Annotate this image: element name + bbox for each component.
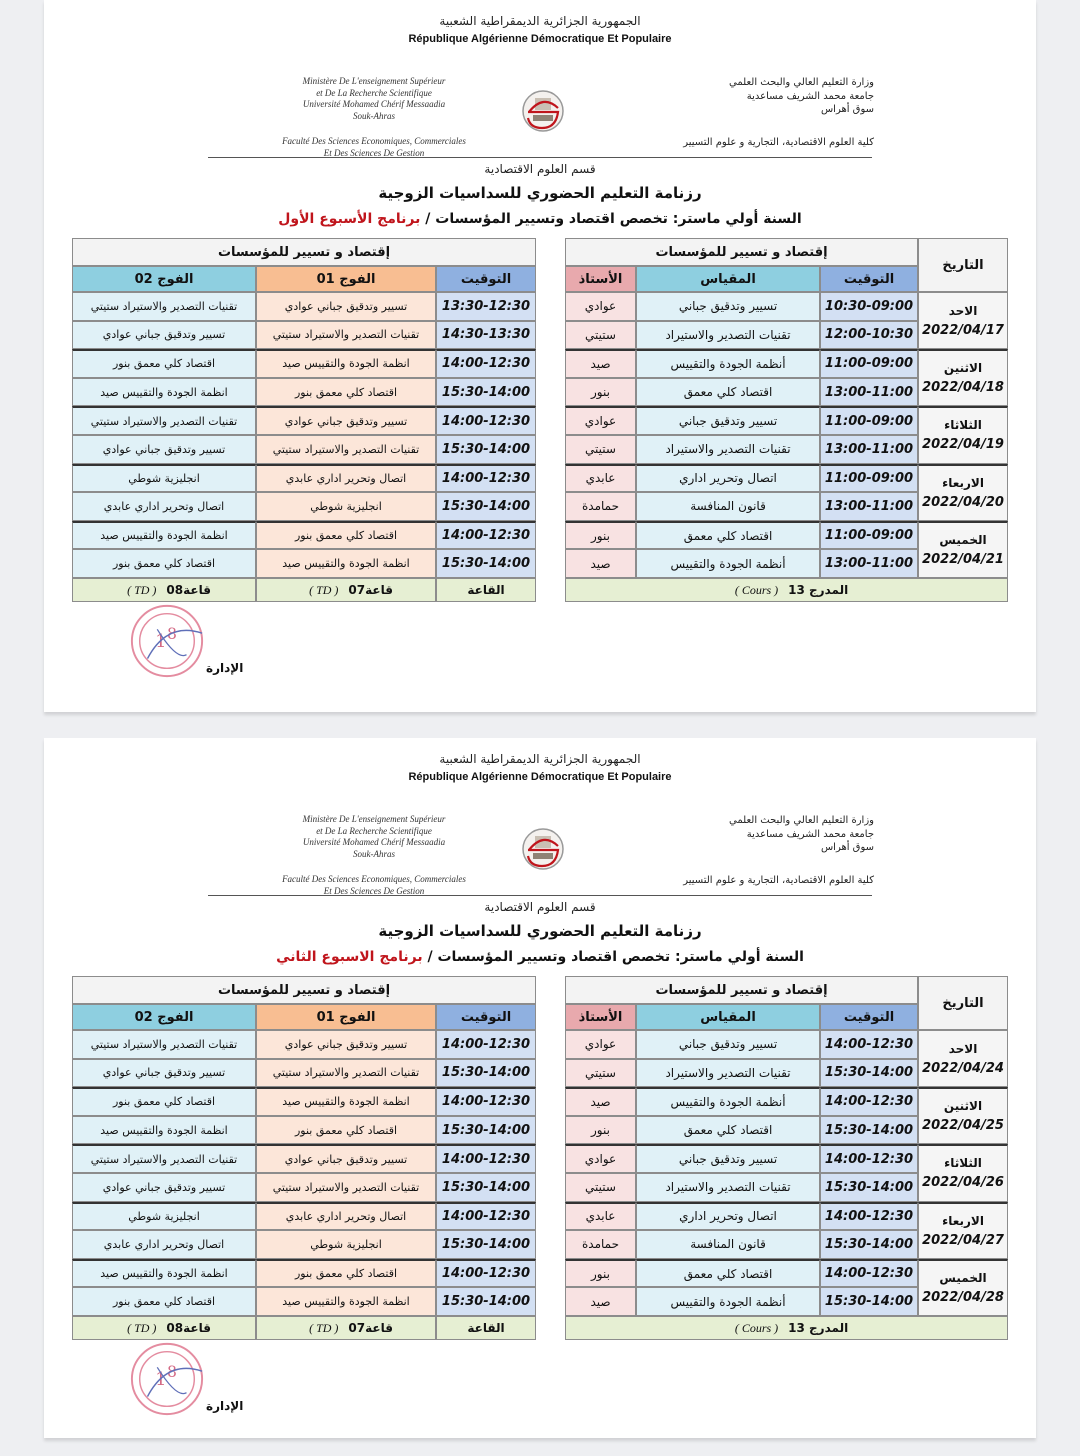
td-group1-session: انظمة الجودة والتقييس صيد xyxy=(256,1087,436,1116)
column-header-date: التاريخ xyxy=(918,976,1008,1030)
day-date: 2022/04/20 xyxy=(922,494,1004,510)
day-date: 2022/04/27 xyxy=(922,1232,1004,1248)
lecture-teacher: صيد xyxy=(565,549,636,578)
td-group1-session: تقنيات التصدير والاستيراد ستيتي xyxy=(256,1059,436,1088)
university-logo xyxy=(520,826,566,872)
specialty-label: السنة أولي ماستر: تخصص اقتصاد وتسيير المؤسسات / xyxy=(420,211,802,227)
lecture-teacher: عابدي xyxy=(565,1202,636,1231)
lecture-subject: تسيير وتدقيق جباني xyxy=(636,1144,820,1173)
department-name: قسم العلوم الاقتصادية xyxy=(484,900,596,914)
room-name: قاعة07 xyxy=(348,1321,393,1335)
fr-line: et De La Recherche Scientifique xyxy=(316,825,432,836)
room-name: قاعة07 xyxy=(348,583,393,597)
room-type: ( TD ) xyxy=(127,582,157,597)
lecture-time: 14:00-12:30 xyxy=(820,1259,918,1288)
ar-line: سوق أهراس xyxy=(820,104,874,115)
column-header-group2: الفوج 02 xyxy=(72,266,256,292)
lecture-teacher: ستيتي xyxy=(565,321,636,350)
day-cell xyxy=(918,349,1008,406)
svg-text:1: 1 xyxy=(155,1369,167,1390)
republic-french: République Algérienne Démocratique Et Populaire xyxy=(408,33,672,45)
room-group2 xyxy=(72,1316,256,1340)
room-name: قاعة08 xyxy=(166,583,211,597)
td-time: 15:30-14:00 xyxy=(436,1173,536,1202)
week-program: برنامج الاسبوع الثاني xyxy=(276,949,423,965)
day-date: 2022/04/25 xyxy=(922,1118,1004,1134)
fr-line: Ministère De L'enseignement Supérieur xyxy=(302,814,446,824)
schedule-subtitle xyxy=(44,949,1036,965)
lecture-teacher: عابدي xyxy=(565,464,636,493)
td-time: 14:00-12:30 xyxy=(436,521,536,550)
lecture-teacher: ستيتي xyxy=(565,1059,636,1088)
republic-arabic: الجمهورية الجزائرية الديمقراطية الشعبية xyxy=(439,14,641,28)
schedule-title: رزنامة التعليم الحضوري للسداسيات الزوجية xyxy=(378,184,702,202)
td-group1-session: تقنيات التصدير والاستيراد ستيتي xyxy=(256,321,436,350)
lecture-time: 14:00-12:30 xyxy=(820,1087,918,1116)
lecture-subject: تقنيات التصدير والاستيراد xyxy=(636,435,820,464)
lecture-subject: أنظمة الجودة والتقييس xyxy=(636,549,820,578)
lecture-subject: أنظمة الجودة والتقييس xyxy=(636,1087,820,1116)
section-header-lectures: إقتصاد و تسيير للمؤسسات xyxy=(565,238,918,266)
republic-arabic: الجمهورية الجزائرية الديمقراطية الشعبية xyxy=(439,752,641,766)
university-logo xyxy=(520,88,566,134)
lecture-subject: أنظمة الجودة والتقييس xyxy=(636,349,820,378)
lecture-time: 15:30-14:00 xyxy=(820,1173,918,1202)
lecture-teacher: بنور xyxy=(565,1116,636,1145)
room-label xyxy=(436,578,536,602)
room-group1 xyxy=(256,578,436,602)
column-header-subject: المقياس xyxy=(636,1004,820,1030)
day-cell xyxy=(918,464,1008,521)
td-time: 15:30-14:00 xyxy=(436,1059,536,1088)
fr-faculty-line: Faculté Des Sciences Economiques, Commerciales xyxy=(282,136,466,146)
official-stamp xyxy=(128,1340,206,1418)
td-group1-session: انظمة الجودة والتقييس صيد xyxy=(256,1287,436,1316)
lecture-time: 13:00-11:00 xyxy=(820,492,918,521)
room-name: المدرج 13 xyxy=(788,583,849,597)
td-time: 15:30-14:00 xyxy=(436,549,536,578)
day-cell xyxy=(918,1087,1008,1144)
day-name: الاحد xyxy=(948,1041,978,1056)
specialty-label: السنة أولي ماستر: تخصص اقتصاد وتسيير المؤسسات / xyxy=(422,949,804,965)
ar-line: وزارة التعليم العالي والبحث العلمي xyxy=(729,77,874,88)
faculty-french xyxy=(244,136,504,159)
lecture-teacher: حمامدة xyxy=(565,1230,636,1259)
ministry-arabic xyxy=(644,814,874,855)
td-group2-session: انجليزية شوطي xyxy=(72,1202,256,1231)
header-divider xyxy=(208,157,872,158)
room-type: ( TD ) xyxy=(127,1320,157,1335)
lecture-time: 11:00-09:00 xyxy=(820,349,918,378)
lecture-teacher: ستيتي xyxy=(565,435,636,464)
schedule-title: رزنامة التعليم الحضوري للسداسيات الزوجية xyxy=(378,922,702,940)
td-time: 15:30-14:00 xyxy=(436,1287,536,1316)
lecture-subject: قانون المنافسة xyxy=(636,492,820,521)
td-group2-session: انظمة الجودة والتقييس صيد xyxy=(72,1116,256,1145)
td-time: 13:30-12:30 xyxy=(436,292,536,321)
td-group2-session: تسيير وتدقيق جباني عوادي xyxy=(72,1173,256,1202)
column-header-teacher: الأستاذ xyxy=(565,266,636,292)
td-group1-session: اقتصاد كلي معمق بنور xyxy=(256,1116,436,1145)
fr-faculty-line: Faculté Des Sciences Economiques, Commerciales xyxy=(282,874,466,884)
fr-line: Université Mohamed Chérif Messaadia xyxy=(302,837,446,847)
room-name: القاعة xyxy=(467,1321,505,1335)
faculty-arabic: كلية العلوم الاقتصادية، التجارية و علوم التسيير xyxy=(683,137,874,148)
svg-text:8: 8 xyxy=(167,625,177,644)
column-header-date: التاريخ xyxy=(918,238,1008,292)
td-group2-session: انظمة الجودة والتقييس صيد xyxy=(72,378,256,407)
td-time: 14:00-12:30 xyxy=(436,1259,536,1288)
lecture-time: 14:00-12:30 xyxy=(820,1030,918,1059)
td-time: 14:00-12:30 xyxy=(436,1144,536,1173)
fr-faculty-line: Et Des Sciences De Gestion xyxy=(323,885,425,896)
lecture-time: 14:00-12:30 xyxy=(820,1144,918,1173)
lecture-subject: اتصال وتحرير اداري xyxy=(636,464,820,493)
lecture-time: 15:30-14:00 xyxy=(820,1230,918,1259)
lecture-teacher: بنور xyxy=(565,521,636,550)
section-header-td: إقتصاد و تسيير للمؤسسات xyxy=(72,976,536,1004)
lecture-subject: تسيير وتدقيق جباني xyxy=(636,406,820,435)
day-cell xyxy=(918,406,1008,463)
column-header-teacher: الأستاذ xyxy=(565,1004,636,1030)
lecture-subject: تقنيات التصدير والاستيراد xyxy=(636,1173,820,1202)
day-date: 2022/04/28 xyxy=(922,1289,1004,1305)
svg-text:1: 1 xyxy=(155,631,167,652)
td-time: 15:30-14:00 xyxy=(436,378,536,407)
td-group2-session: تسيير وتدقيق جباني عوادي xyxy=(72,435,256,464)
td-group2-session: اتصال وتحرير اداري عابدي xyxy=(72,1230,256,1259)
column-header-subject: المقياس xyxy=(636,266,820,292)
lecture-subject: تقنيات التصدير والاستيراد xyxy=(636,321,820,350)
td-group2-session: تسيير وتدقيق جباني عوادي xyxy=(72,1059,256,1088)
td-group1-session: تسيير وتدقيق جباني عوادي xyxy=(256,292,436,321)
room-group2 xyxy=(72,578,256,602)
td-group2-session: اقتصاد كلي معمق بنور xyxy=(72,1287,256,1316)
lecture-subject: تقنيات التصدير والاستيراد xyxy=(636,1059,820,1088)
day-name: الخميس xyxy=(939,1270,987,1285)
schedule-page-week-1 xyxy=(44,0,1036,712)
td-group1-session: انظمة الجودة والتقييس صيد xyxy=(256,349,436,378)
lecture-time: 15:30-14:00 xyxy=(820,1116,918,1145)
lecture-teacher: بنور xyxy=(565,378,636,407)
td-group1-session: اتصال وتحرير اداري عابدي xyxy=(256,464,436,493)
lecture-subject: اقتصاد كلي معمق xyxy=(636,378,820,407)
td-time: 14:00-12:30 xyxy=(436,1030,536,1059)
day-name: الاحد xyxy=(948,303,978,318)
td-time: 15:30-14:00 xyxy=(436,492,536,521)
td-group2-session: انظمة الجودة والتقييس صيد xyxy=(72,1259,256,1288)
room-type: ( TD ) xyxy=(309,1320,339,1335)
day-name: الاربعاء xyxy=(942,475,984,490)
td-group1-session: اقتصاد كلي معمق بنور xyxy=(256,1259,436,1288)
td-group2-session: اقتصاد كلي معمق بنور xyxy=(72,549,256,578)
td-group2-session: انجليزية شوطي xyxy=(72,464,256,493)
td-group2-session: اقتصاد كلي معمق بنور xyxy=(72,1087,256,1116)
day-name: الثلاثاء xyxy=(944,418,982,433)
lecture-subject: اقتصاد كلي معمق xyxy=(636,1116,820,1145)
td-group1-session: تقنيات التصدير والاستيراد ستيتي xyxy=(256,1173,436,1202)
td-time: 14:30-13:30 xyxy=(436,321,536,350)
day-name: الاثنين xyxy=(943,361,983,376)
day-name: الاربعاء xyxy=(942,1213,984,1228)
td-group2-session: تقنيات التصدير والاستيراد ستيتي xyxy=(72,292,256,321)
td-group1-session: تسيير وتدقيق جباني عوادي xyxy=(256,1030,436,1059)
lecture-teacher: حمامدة xyxy=(565,492,636,521)
lecture-time: 10:30-09:00 xyxy=(820,292,918,321)
room-type: ( Cours ) xyxy=(734,1320,779,1335)
day-cell xyxy=(918,1202,1008,1259)
td-group1-session: تسيير وتدقيق جباني عوادي xyxy=(256,406,436,435)
ministry-arabic xyxy=(644,76,874,117)
ar-line: وزارة التعليم العالي والبحث العلمي xyxy=(729,815,874,826)
lecture-subject: قانون المنافسة xyxy=(636,1230,820,1259)
lecture-teacher: صيد xyxy=(565,1287,636,1316)
faculty-arabic: كلية العلوم الاقتصادية، التجارية و علوم التسيير xyxy=(683,875,874,886)
td-group2-session: اتصال وتحرير اداري عابدي xyxy=(72,492,256,521)
td-group1-session: تقنيات التصدير والاستيراد ستيتي xyxy=(256,435,436,464)
ar-line: جامعة محمد الشريف مساعدية xyxy=(746,90,874,102)
room-label xyxy=(436,1316,536,1340)
lecture-time: 15:30-14:00 xyxy=(820,1287,918,1316)
fr-line: Université Mohamed Chérif Messaadia xyxy=(302,99,446,109)
td-group1-session: اقتصاد كلي معمق بنور xyxy=(256,378,436,407)
lecture-teacher: عوادي xyxy=(565,406,636,435)
column-header-group2: الفوج 02 xyxy=(72,1004,256,1030)
faculty-french xyxy=(244,874,504,897)
day-cell xyxy=(918,521,1008,578)
lecture-subject: تسيير وتدقيق جباني xyxy=(636,292,820,321)
td-group2-session: اقتصاد كلي معمق بنور xyxy=(72,349,256,378)
td-group2-session: تقنيات التصدير والاستيراد ستيتي xyxy=(72,1144,256,1173)
column-header-time: التوقيت xyxy=(436,266,536,292)
td-time: 14:00-12:30 xyxy=(436,464,536,493)
administration-label: الإدارة xyxy=(206,661,244,675)
td-group1-session: اقتصاد كلي معمق بنور xyxy=(256,521,436,550)
column-header-group1: الفوج 01 xyxy=(256,266,436,292)
td-group1-session: انظمة الجودة والتقييس صيد xyxy=(256,549,436,578)
td-time: 15:30-14:00 xyxy=(436,1116,536,1145)
column-header-group1: الفوج 01 xyxy=(256,1004,436,1030)
td-time: 14:00-12:30 xyxy=(436,1202,536,1231)
fr-line: Souk-Ahras xyxy=(353,848,395,859)
fr-line: Ministère De L'enseignement Supérieur xyxy=(302,76,446,86)
day-date: 2022/04/17 xyxy=(922,322,1004,338)
lecture-time: 13:00-11:00 xyxy=(820,549,918,578)
td-group2-session: تسيير وتدقيق جباني عوادي xyxy=(72,321,256,350)
day-date: 2022/04/21 xyxy=(922,551,1004,567)
department-name: قسم العلوم الاقتصادية xyxy=(484,162,596,176)
lecture-subject: تسيير وتدقيق جباني xyxy=(636,1030,820,1059)
td-group2-session: انظمة الجودة والتقييس صيد xyxy=(72,521,256,550)
day-date: 2022/04/18 xyxy=(922,380,1004,396)
lecture-subject: اقتصاد كلي معمق xyxy=(636,521,820,550)
fr-line: Souk-Ahras xyxy=(353,110,395,121)
lecture-time: 14:00-12:30 xyxy=(820,1202,918,1231)
ar-line: سوق أهراس xyxy=(820,842,874,853)
fr-faculty-line: Et Des Sciences De Gestion xyxy=(323,147,425,158)
td-time: 15:30-14:00 xyxy=(436,1230,536,1259)
lecture-time: 11:00-09:00 xyxy=(820,406,918,435)
day-cell xyxy=(918,1259,1008,1316)
day-cell xyxy=(918,292,1008,349)
day-name: الاثنين xyxy=(943,1099,983,1114)
td-group1-session: اتصال وتحرير اداري عابدي xyxy=(256,1202,436,1231)
schedule-page-week-2 xyxy=(44,738,1036,1438)
column-header-time: التوقيت xyxy=(436,1004,536,1030)
room-lectures xyxy=(565,578,1008,602)
td-time: 14:00-12:30 xyxy=(436,349,536,378)
td-time: 15:30-14:00 xyxy=(436,435,536,464)
td-group1-session: انجليزية شوطي xyxy=(256,1230,436,1259)
day-cell xyxy=(918,1144,1008,1201)
lecture-time: 15:30-14:00 xyxy=(820,1059,918,1088)
lecture-teacher: عوادي xyxy=(565,292,636,321)
lecture-teacher: ستيتي xyxy=(565,1173,636,1202)
lecture-teacher: عوادي xyxy=(565,1030,636,1059)
ministry-french xyxy=(244,76,504,122)
td-group2-session: تقنيات التصدير والاستيراد ستيتي xyxy=(72,1030,256,1059)
schedule-subtitle xyxy=(44,211,1036,227)
lecture-teacher: عوادي xyxy=(565,1144,636,1173)
day-cell xyxy=(918,1030,1008,1087)
lecture-time: 12:00-10:30 xyxy=(820,321,918,350)
room-type: ( Cours ) xyxy=(734,582,779,597)
day-name: الخميس xyxy=(939,532,987,547)
administration-label: الإدارة xyxy=(206,1399,244,1413)
lecture-teacher: صيد xyxy=(565,1087,636,1116)
room-name: المدرج 13 xyxy=(788,1321,849,1335)
section-header-td: إقتصاد و تسيير للمؤسسات xyxy=(72,238,536,266)
fr-line: et De La Recherche Scientifique xyxy=(316,87,432,98)
lecture-time: 13:00-11:00 xyxy=(820,435,918,464)
room-name: القاعة xyxy=(467,583,505,597)
svg-text:8: 8 xyxy=(167,1363,177,1382)
republic-french: République Algérienne Démocratique Et Populaire xyxy=(408,771,672,783)
room-lectures xyxy=(565,1316,1008,1340)
lecture-subject: اقتصاد كلي معمق xyxy=(636,1259,820,1288)
ministry-french xyxy=(244,814,504,860)
room-group1 xyxy=(256,1316,436,1340)
lecture-time: 11:00-09:00 xyxy=(820,464,918,493)
td-time: 14:00-12:30 xyxy=(436,1087,536,1116)
td-time: 14:00-12:30 xyxy=(436,406,536,435)
td-group1-session: انجليزية شوطي xyxy=(256,492,436,521)
lecture-time: 13:00-11:00 xyxy=(820,378,918,407)
room-name: قاعة08 xyxy=(166,1321,211,1335)
column-header-time: التوقيت xyxy=(820,266,918,292)
lecture-teacher: صيد xyxy=(565,349,636,378)
lecture-subject: أنظمة الجودة والتقييس xyxy=(636,1287,820,1316)
td-group1-session: تسيير وتدقيق جباني عوادي xyxy=(256,1144,436,1173)
ar-line: جامعة محمد الشريف مساعدية xyxy=(746,828,874,840)
day-date: 2022/04/19 xyxy=(922,437,1004,453)
lecture-time: 11:00-09:00 xyxy=(820,521,918,550)
room-type: ( TD ) xyxy=(309,582,339,597)
header-divider xyxy=(208,895,872,896)
lecture-subject: اتصال وتحرير اداري xyxy=(636,1202,820,1231)
week-program: برنامج الأسبوع الأول xyxy=(278,211,421,227)
official-stamp xyxy=(128,602,206,680)
lecture-teacher: بنور xyxy=(565,1259,636,1288)
day-name: الثلاثاء xyxy=(944,1156,982,1171)
td-group2-session: تقنيات التصدير والاستيراد ستيتي xyxy=(72,406,256,435)
day-date: 2022/04/26 xyxy=(922,1175,1004,1191)
column-header-time: التوقيت xyxy=(820,1004,918,1030)
day-date: 2022/04/24 xyxy=(922,1060,1004,1076)
section-header-lectures: إقتصاد و تسيير للمؤسسات xyxy=(565,976,918,1004)
